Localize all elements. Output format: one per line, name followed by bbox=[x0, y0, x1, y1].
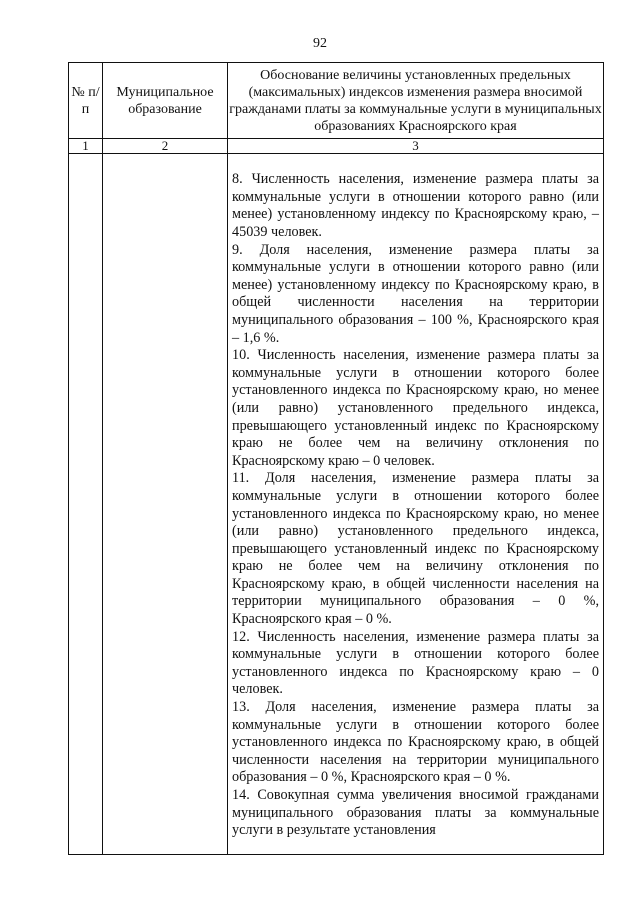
header-justification: Обоснование величины установленных предельных (максимальных) индексов изменения размера вносимой гражданами платы за коммунальные услуги в муниципальных образованиях Красноярского края bbox=[228, 63, 604, 139]
justification-table bbox=[68, 62, 604, 855]
header-municipality: Муниципальное образование bbox=[103, 63, 228, 139]
municipality-cell bbox=[103, 154, 228, 855]
row-number-cell bbox=[69, 154, 103, 855]
table-row bbox=[69, 154, 604, 855]
paragraph-9: 9. Доля населения, изменение размера платы за коммунальные услуги в отношении которого равно (или менее) установленному индексу по Красноярскому краю, в общей численности населения на территории муниципального образования – 100 %, Красноярского края – 1,6 %. bbox=[232, 241, 599, 346]
paragraph-12: 12. Численность населения, изменение размера платы за коммунальные услуги в отношении которого более установленного индекса по Красноярскому краю – 0 человек. bbox=[232, 628, 599, 698]
header-row bbox=[69, 63, 604, 139]
column-number-3: 3 bbox=[228, 139, 604, 154]
header-number: № п/п bbox=[69, 63, 103, 139]
paragraph-8: 8. Численность населения, изменение размера платы за коммунальные услуги в отношении которого равно (или менее) установленному индексу по Красноярскому краю, – 45039 человек. bbox=[232, 171, 599, 240]
column-number-row bbox=[69, 139, 604, 154]
paragraph-10: 10. Численность населения, изменение размера платы за коммунальные услуги в отношении которого более установленного индекса по Красноярскому краю, но менее (или равно) установленного предельного индекса, превышающего установленный индекс по Красноярскому краю не более чем на величину отклонения по Красноярскому краю – 0 человек. bbox=[232, 347, 599, 469]
justification-cell bbox=[228, 154, 604, 855]
paragraph-13: 13. Доля населения, изменение размера платы за коммунальные услуги в отношении которого более установленного индекса по Красноярскому краю, в общей численности населения на территории муниципального образования – 0 %, Красноярского края – 0 %. bbox=[232, 699, 599, 786]
paragraph-11: 11. Доля населения, изменение размера платы за коммунальные услуги в отношении которого более установленного индекса по Красноярскому краю, но менее (или равно) установленного предельного индекса, превышающего установленный индекс по Красноярскому краю не более чем на величину отклонения по Красноярскому краю, в общей численности населения на территории муниципального образования – 0 %, Красноярского края – 0 %. bbox=[232, 470, 599, 628]
column-number-2: 2 bbox=[103, 139, 228, 154]
column-number-1: 1 bbox=[69, 139, 103, 154]
paragraph-14: 14. Совокупная сумма увеличения вносимой гражданами муниципального образования платы за коммунальные услуги в результате установления bbox=[232, 787, 599, 839]
page-number: 92 bbox=[313, 36, 327, 51]
